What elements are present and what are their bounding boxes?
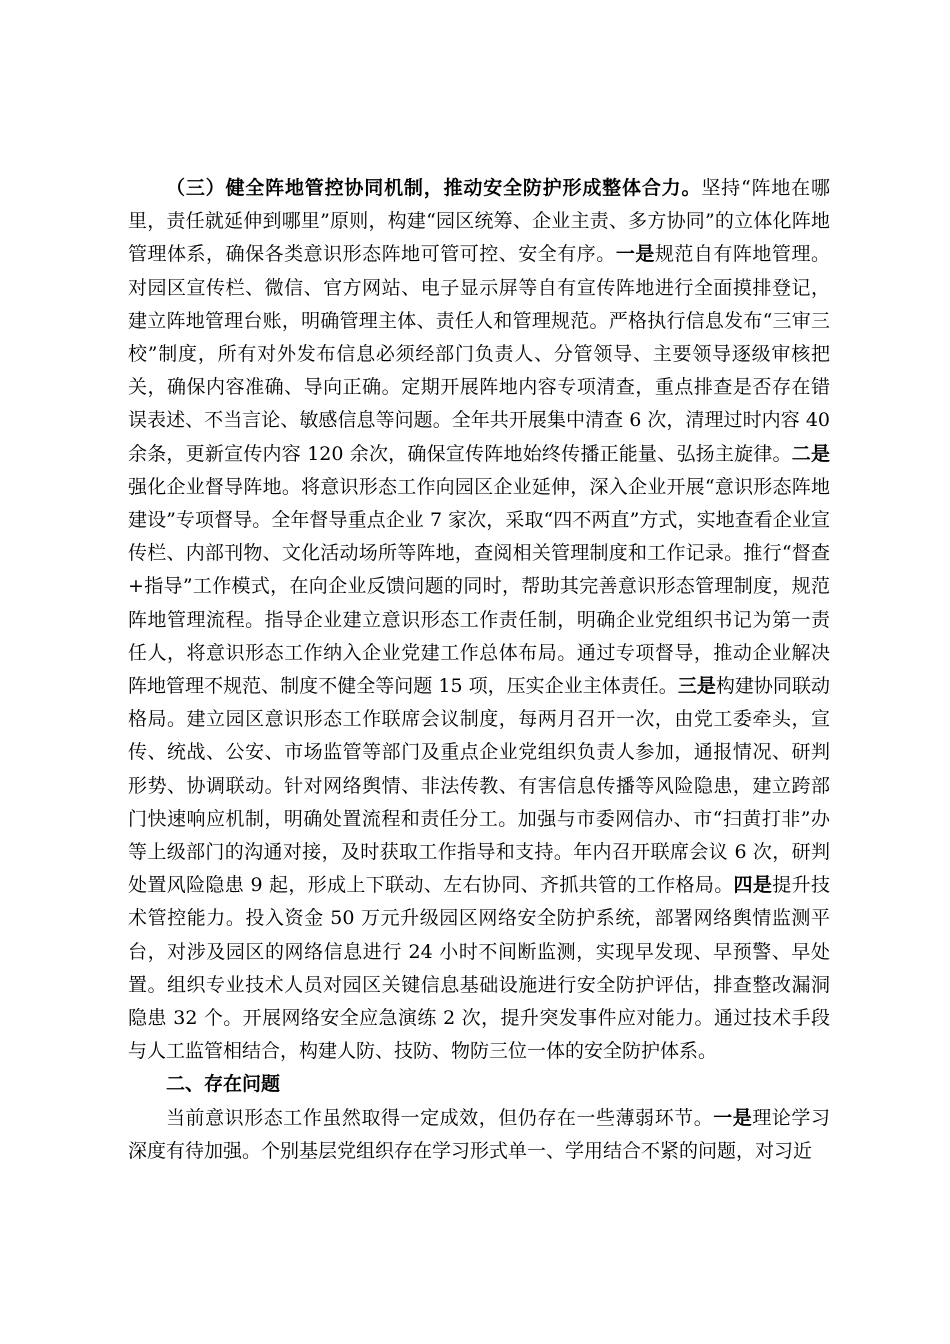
section-3-item-3-text: 构建协同联动格局。建立园区意识形态工作联席会议制度，每两月召开一次，由党工委牵头，宣传、统战、公安、市场监管等部门及重点企业党组织负责人参加，通报情况、研判形势、协调联动。针对网络舆情、非法传教、有害信息传播等风险隐患，建立跨部门快速响应机制，明确处置流程和责任分工。加强与市委网信办、市“扫黄打非”办等上级部门的沟通对接，及时获取工作指导和支持。年内召开联席会议 6 次，研判处置风险隐患 9 起，形成上下联动、左右协同、齐抓共管的工作格局。	[128, 675, 830, 897]
section-3-item-1-text: 规范自有阵地管理。对园区宣传栏、微信、官方网站、电子显示屏等自有宣传阵地进行全面摸排登记，建立阵地管理台账，明确管理主体、责任人和管理规范。严格执行信息发布“三审三校”制度，所有对外发布信息必须经部门负责人、分管领导、主要领导逐级审核把关，确保内容准确、导向正确。定期开展阵地内容专项清查，重点排查是否存在错误表述、不当言论、敏感信息等问题。全年共开展集中清查 6 次，清理过时内容 40 余条，更新宣传内容 120 余次，确保宣传阵地始终传播正能量、弘扬主旋律。	[128, 243, 830, 465]
problems-intro: 当前意识形态工作虽然取得一定成效，但仍存在一些薄弱环节。	[166, 1106, 714, 1129]
document-body	[128, 172, 830, 1168]
section-3-item-2-text: 强化企业督导阵地。将意识形态工作向园区企业延伸，深入企业开展“意识形态阵地建设”专项督导。全年督导重点企业 7 家次，采取“四不两直”方式，实地查看企业宣传栏、内部刊物、文化活动场所等阵地，查阅相关管理制度和工作记录。推行“督查+指导”工作模式，在向企业反馈问题的同时，帮助其完善意识形态管理制度，规范阵地管理流程。指导企业建立意识形态工作责任制，明确企业党组织书记为第一责任人，将意识形态工作纳入企业党建工作总体布局。通过专项督导，推动企业解决阵地管理不规范、制度不健全等问题 15 项，压实企业主体责任。	[128, 475, 830, 698]
problems-item-1-text: 理论学习深度有待加强。个别基层党组织存在学习形式单一、学用结合不紧的问题，对习近	[128, 1106, 830, 1162]
section-3-item-4-label: 四是	[733, 874, 773, 897]
paragraph-problems	[128, 1102, 830, 1168]
section-3-item-3-label: 三是	[677, 675, 716, 698]
section-3-item-2-label: 二是	[791, 442, 830, 465]
problems-heading: 二、存在问题	[166, 1073, 281, 1096]
section-3-item-1-label: 一是	[615, 243, 655, 266]
section-3-item-4-text: 提升技术管控能力。投入资金 50 万元升级园区网络安全防护系统，部署网络舆情监测平台，对涉及园区的网络信息进行 24 小时不间断监测，实现早发现、早预警、早处置。组织专业技术人员对园区关键信息基础设施进行安全防护评估，排查整改漏洞隐患 32 个。开展网络安全应急演练 2 次，提升突发事件应对能力。通过技术手段与人工监管相结合，构建人防、技防、物防三位一体的安全防护体系。	[128, 874, 830, 1063]
section-3-title: （三）健全阵地管控协同机制，推动安全防护形成整体合力。	[166, 177, 702, 199]
paragraph-section-3	[128, 172, 830, 1068]
section-3-intro: 坚持“阵地在哪里，责任就延伸到哪里”原则，构建“园区统筹、企业主责、多方协同”的立体化阵地管理体系，确保各类意识形态阵地可管可控、安全有序。	[128, 177, 830, 266]
problems-item-1-label: 一是	[713, 1106, 753, 1129]
